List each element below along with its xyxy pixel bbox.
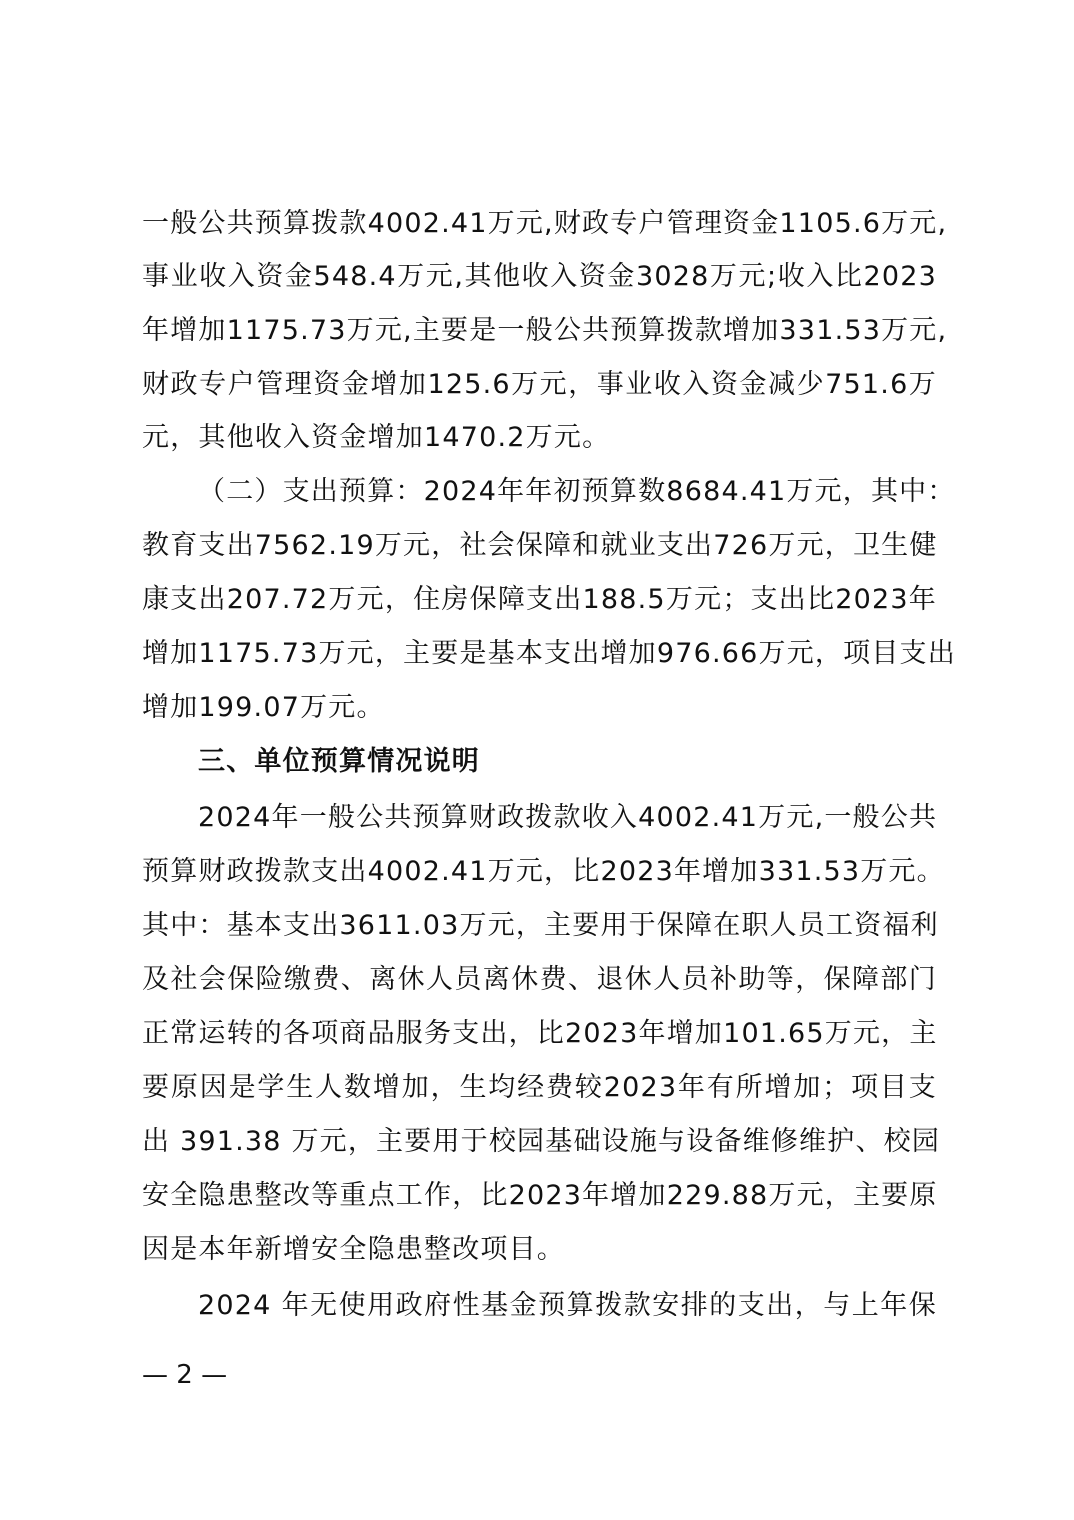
text-line: 正常运转的各项商品服务支出，比2023年增加101.65万元，主 bbox=[142, 1018, 938, 1049]
text-line: 事业收入资金548.4万元,其他收入资金3028万元;收入比2023 bbox=[142, 261, 937, 292]
text-line: 康支出207.72万元，住房保障支出188.5万元；支出比2023年 bbox=[142, 584, 937, 615]
text-line: 增加199.07万元。 bbox=[142, 692, 385, 723]
paragraph-first-line: 2024 年无使用政府性基金预算拨款安排的支出，与上年保 bbox=[198, 1290, 937, 1321]
text-line: 年增加1175.73万元,主要是一般公共预算拨款增加331.53万元, bbox=[142, 315, 948, 346]
text-line: 及社会保险缴费、离休人员离休费、退休人员补助等，保障部门 bbox=[142, 964, 937, 995]
text-line: 增加1175.73万元，主要是基本支出增加976.66万元，项目支出 bbox=[142, 638, 956, 669]
paragraph-first-line: 2024年一般公共预算财政拨款收入4002.41万元,一般公共 bbox=[198, 802, 938, 833]
text-line: 一般公共预算拨款4002.41万元,财政专户管理资金1105.6万元, bbox=[142, 208, 948, 239]
text-line: 预算财政拨款支出4002.41万元，比2023年增加331.53万元。 bbox=[142, 856, 945, 887]
text-line: 教育支出7562.19万元，社会保障和就业支出726万元，卫生健 bbox=[142, 530, 938, 561]
paragraph-first-line: （二）支出预算：2024年年初预算数8684.41万元，其中： bbox=[198, 476, 956, 507]
text-line: 其中：基本支出3611.03万元，主要用于保障在职人员工资福利 bbox=[142, 910, 939, 941]
text-line: 财政专户管理资金增加125.6万元，事业收入资金减少751.6万 bbox=[142, 369, 937, 400]
text-line: 出 391.38 万元，主要用于校园基础设施与设备维修维护、校园 bbox=[142, 1126, 941, 1157]
section-heading: 三、单位预算情况说明 bbox=[198, 746, 480, 777]
text-line: 要原因是学生人数增加，生均经费较2023年有所增加；项目支 bbox=[142, 1072, 937, 1103]
text-line: 因是本年新增安全隐患整改项目。 bbox=[142, 1234, 565, 1265]
text-line: 安全隐患整改等重点工作，比2023年增加229.88万元，主要原 bbox=[142, 1180, 938, 1211]
text-line: 元，其他收入资金增加1470.2万元。 bbox=[142, 422, 611, 453]
page-number: — 2 — bbox=[142, 1360, 228, 1390]
